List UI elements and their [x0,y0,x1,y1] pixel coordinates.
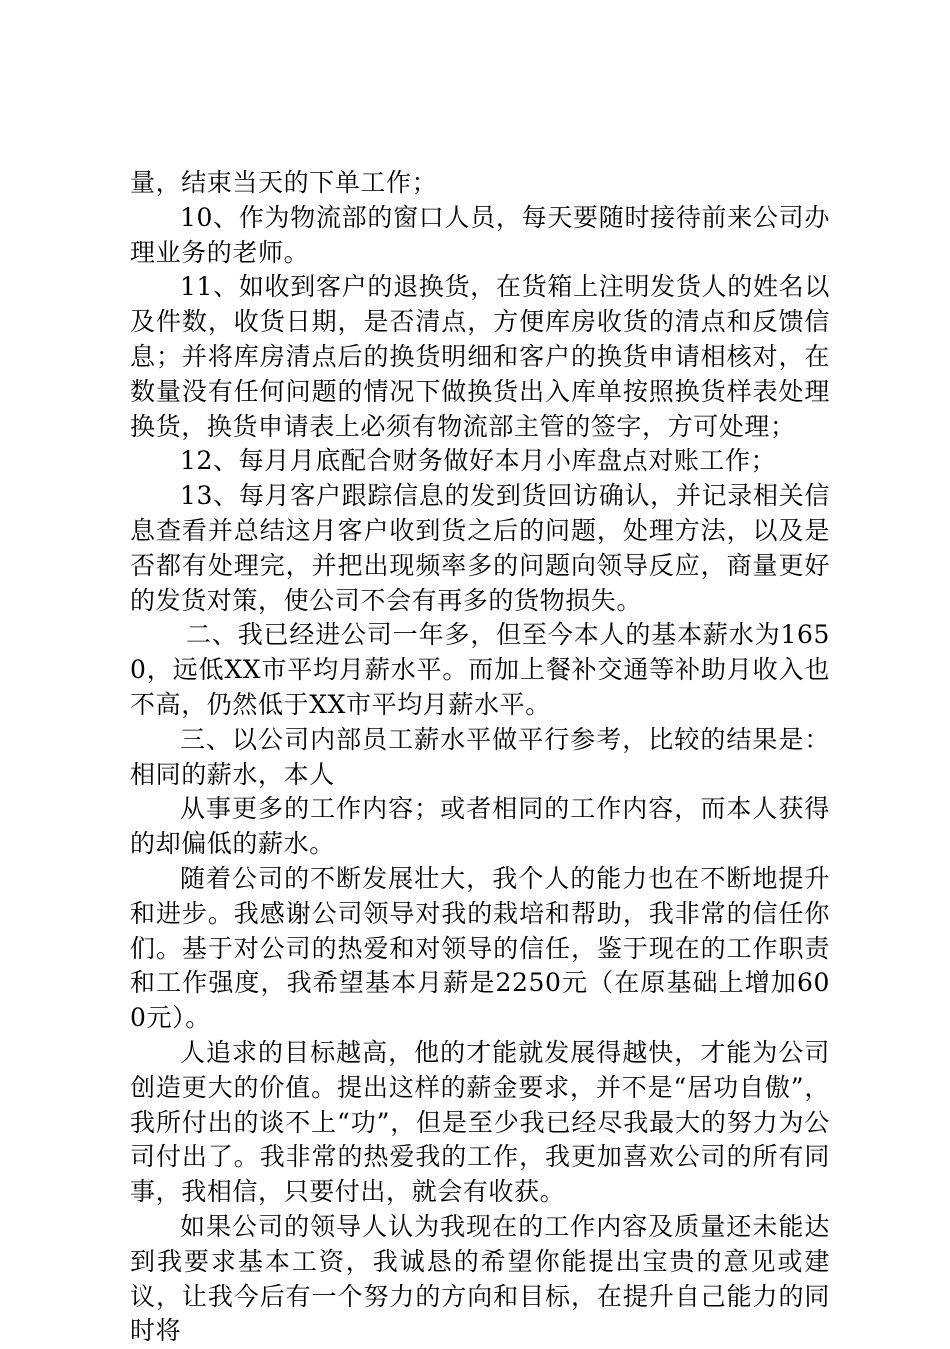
paragraph-item-11: 11、如收到客户的退换货，在货箱上注明发货人的姓名以及件数，收货日期，是否清点，方便库房收货的清点和反馈信息；并将库房清点后的换货明细和客户的换货申请相核对，在数量没有任何问题的情况下做换货出入库单按照换货样表处理换货，换货申请表上必须有物流部主管的签字，方可处理； [130,272,830,441]
paragraph-item-13: 13、每月客户跟踪信息的发到货回访确认，并记录相关信息查看并总结这月客户收到货之后的问题，处理方法，以及是否都有处理完，并把出现频率多的问题向领导反应，商量更好的发货对策，使公司不会有再多的货物损失。 [130,481,830,615]
paragraph-item-10: 10、作为物流部的窗口人员，每天要随时接待前来公司办理业务的老师。 [130,202,830,267]
paragraph-item-12: 12、每月月底配合财务做好本月小库盘点对账工作； [180,446,777,476]
paragraph-section-three: 三、以公司内部员工薪水平做平行参考，比较的结果是：相同的薪水，本人 [130,724,830,789]
paragraph-salary-request: 随着公司的不断发展壮大，我个人的能力也在不断地提升和进步。我感谢公司领导对我的栽培和帮助，我非常的信任你们。基于对公司的热爱和对领导的信任，鉴于现在的工作职责和工作强度，我希望基本月薪是2250元（在原基础上增加600元）。 [130,863,830,1033]
paragraph-continuation: 量，结束当天的下单工作； [130,168,438,197]
paragraph-goals: 人追求的目标越高，他的才能就发展得越快，才能为公司创造更大的价值。提出这样的薪金要求，并不是“居功自傲”，我所付出的谈不上“功”，但是至少我已经尽我最大的努力为公司付出了。我非常的热爱我的工作，我更加喜欢公司的所有同事，我相信，只要付出，就会有收获。 [130,1037,830,1207]
paragraph-section-three-continued: 从事更多的工作内容；或者相同的工作内容，而本人获得的却偏低的薪水。 [130,794,830,859]
paragraph-feedback-request: 如果公司的领导人认为我现在的工作内容及质量还未能达到我要求基本工资，我诚恳的希望你能提出宝贵的意见或建议，让我今后有一个努力的方向和目标，在提升自己能力的同时将 [130,1211,830,1346]
document-body [130,166,830,1349]
paragraph-section-two: 二、我已经进公司一年多，但至今本人的基本薪水为1650，远低XX市平均月薪水平。而加上餐补交通等补助月收入也不高，仍然低于XX市平均月薪水平。 [130,620,830,719]
